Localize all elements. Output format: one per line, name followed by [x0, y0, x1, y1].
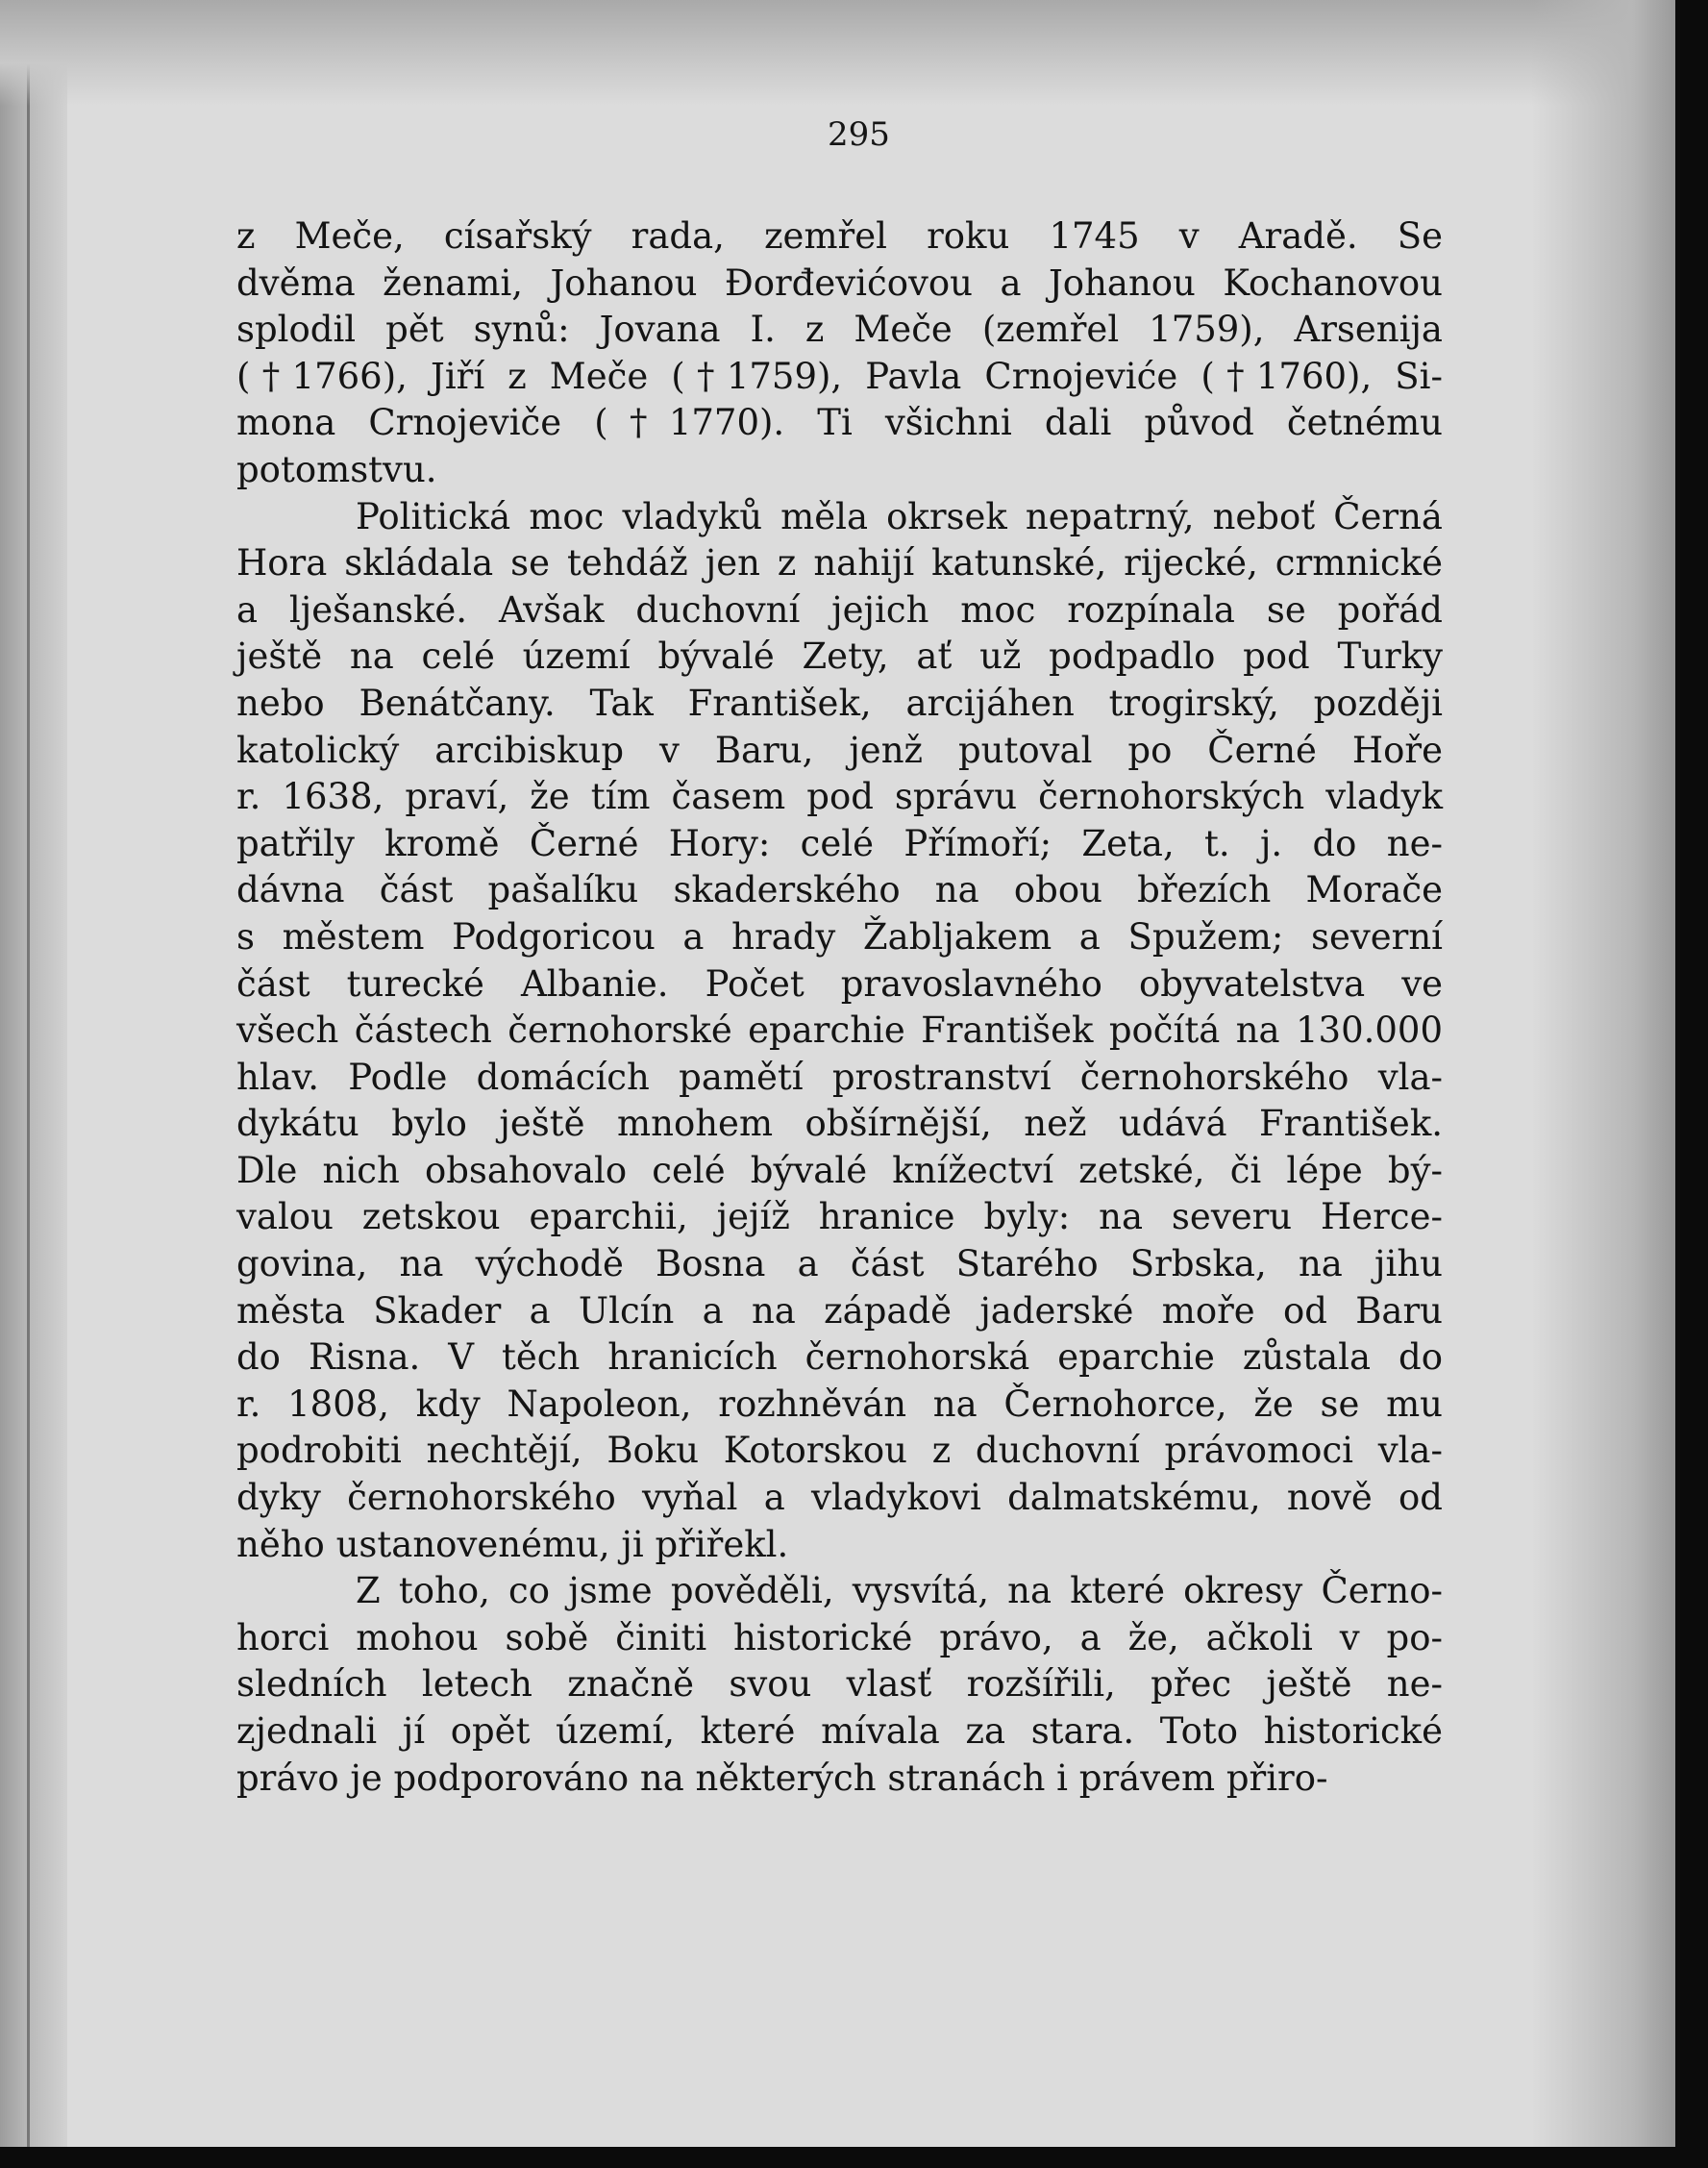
text-line: dvěma ženami, Johanou Đorđevićovou a Johanou Kochanovou [236, 262, 1443, 304]
text-line: valou zetskou eparchii, jejíž hranice byly: na severu Herce- [236, 1196, 1443, 1238]
text-line: s městem Podgoricou a hrady Žabljakem a Spužem; severní [236, 915, 1443, 958]
text-line: dyky černohorského vyňal a vladykovi dalmatskému, nově od [236, 1477, 1443, 1519]
paragraph [236, 1568, 1443, 1802]
text-line: a lješanské. Avšak duchovní jejich moc rozpínala se pořád [236, 588, 1443, 631]
text-line: Dle nich obsahovalo celé bývalé knížectví zetské, či lépe bý- [236, 1149, 1443, 1191]
text-line: dávna část pašalíku skaderského na obou březích Morače [236, 869, 1443, 911]
text-line: govina, na východě Bosna a část Starého Srbska, na jihu [236, 1243, 1443, 1285]
binding-line [27, 0, 30, 2168]
paragraph [236, 213, 1443, 494]
text-line: mona Crnojeviče (†1770). Ti všichni dali původ četnému [236, 402, 1443, 444]
bottom-scan-border [0, 2147, 1708, 2168]
paragraph [236, 494, 1443, 1569]
text-line: část turecké Albanie. Počet pravoslavného obyvatelstva ve [236, 962, 1443, 1005]
text-line: splodil pět synů: Jovana I. z Meče (zemřel 1759), Arsenija [236, 309, 1443, 351]
text-line: do Risna. V těch hranicích černohorská eparchie zůstala do [236, 1336, 1443, 1379]
text-line: dykátu bylo ještě mnohem obšírnější, než udává František. [236, 1103, 1443, 1145]
text-line: města Skader a Ulcín a na západě jaderské moře od Baru [236, 1289, 1443, 1332]
text-line: hlav. Podle domácích pamětí prostranství černohorského vla- [236, 1056, 1443, 1098]
text-line: potomstvu. [236, 448, 437, 490]
text-line: r. 1638, praví, že tím časem pod správu černohorských vladyk [236, 776, 1443, 818]
text-line: Hora skládala se tehdáž jen z nahijí katunské, rijecké, crmnické [236, 542, 1443, 585]
text-line: něho ustanovenému, ji přiřekl. [236, 1523, 789, 1565]
text-line: Politická moc vladyků měla okrsek nepatrný, neboť Černá [356, 495, 1443, 537]
text-line: katolický arcibiskup v Baru, jenž putoval po Černé Hoře [236, 729, 1443, 771]
text-line: ještě na celé území bývalé Zety, ať už podpadlo pod Turky [236, 635, 1443, 678]
text-line: (†1766), Jiří z Meče (†1759), Pavla Crnojeviće (†1760), Si- [236, 355, 1443, 397]
text-line: všech částech černohorské eparchie František počítá na 130.000 [236, 1009, 1443, 1052]
text-line: zjednali jí opět území, které mívala za stara. Toto historické [236, 1710, 1443, 1752]
text-line: patřily kromě Černé Hory: celé Přímoří; Zeta, t. j. do ne- [236, 822, 1443, 864]
page-number: 295 [828, 115, 890, 154]
right-shadow [1531, 0, 1675, 2168]
page-left-edge [0, 0, 67, 2168]
top-shadow [0, 0, 1708, 106]
text-line: právo je podporováno na některých stranách i právem přiro- [236, 1757, 1328, 1799]
body-text [236, 213, 1443, 1802]
text-line: horci mohou sobě činiti historické právo, a že, ačkoli v po- [236, 1616, 1443, 1658]
text-line: nebo Benátčany. Tak František, arcijáhen trogirský, později [236, 682, 1443, 724]
right-scan-border [1675, 0, 1708, 2168]
text-line: podrobiti nechtějí, Boku Kotorskou z duchovní právomoci vla- [236, 1430, 1443, 1472]
text-line: Z toho, co jsme pověděli, vysvítá, na které okresy Černo- [356, 1570, 1443, 1612]
text-line: r. 1808, kdy Napoleon, rozhněván na Černohorce, že se mu [236, 1383, 1443, 1425]
text-line: sledních letech značně svou vlasť rozšířili, přec ještě ne- [236, 1663, 1443, 1706]
text-line: z Meče, císařský rada, zemřel roku 1745 v Aradě. Se [236, 215, 1443, 257]
